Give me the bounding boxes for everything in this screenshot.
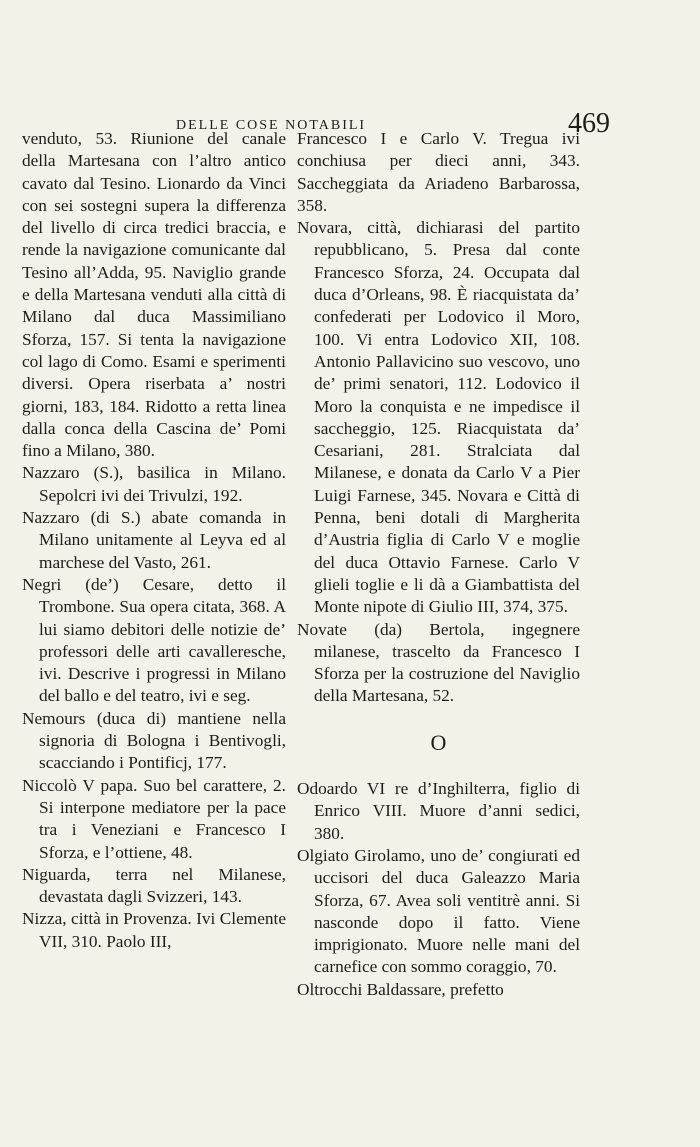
index-entry-continuation: Francesco I e Carlo V. Tregua ivi conchiusa per dieci anni, 343. Saccheggiata da Ariadeno Barbarossa, 358. xyxy=(297,129,580,215)
index-entry: Oltrocchi Baldassare, prefetto xyxy=(297,979,504,999)
index-entry-continuation: venduto, 53. Riunione del canale della Martesana con l’altro antico cavato dal Tesino. Lionardo da Vinci con sei sostegni supera la differenza del livello di circa tredici braccia, e rende la navigazione comunicante dal Tesino all’Adda, 95. Naviglio grande e della Martesana venduti alla città di Milano dal duca Massimiliano Sforza, 157. Si tenta la navigazione col lago di Como. Esami e sperimenti diversi. Opera riserbata a’ nostri giorni, 183, 184. Ridotto a retta linea dalla conca della Cascina de’ Pomi fino a Milano, 380. xyxy=(22,129,286,461)
index-entry: Nizza, città in Provenza. Ivi Clemente VII, 310. Paolo III, xyxy=(22,909,286,951)
running-title: DELLE COSE NOTABILI xyxy=(176,118,367,133)
index-entry: Nemours (duca di) mantiene nella signoria di Bologna i Bentivogli, scacciando i Pontificj, 177. xyxy=(22,708,286,773)
index-entry: Negri (de’) Cesare, detto il Trombone. Sua opera citata, 368. A lui siamo debitori delle notizie de’ professori delle arti cavalleresche, ivi. Descrive i progressi in Milano del ballo e del teatro, ivi e seg. xyxy=(22,574,286,706)
index-entry: Novate (da) Bertola, ingegnere milanese, trascelto da Francesco I Sforza per la costruzione del Naviglio della Martesana, 52. xyxy=(297,619,580,706)
index-entry: Niguarda, terra nel Milanese, devastata dagli Svizzeri, 143. xyxy=(22,864,286,907)
index-entry: Nazzaro (S.), basilica in Milano. Sepolcri ivi dei Trivulzi, 192. xyxy=(22,463,286,505)
left-column xyxy=(22,128,286,953)
index-entry: Niccolò V papa. Suo bel carattere, 2. Si interpone mediatore per la pace tra i Veneziani e Francesco I Sforza, e l’ottiene, 48. xyxy=(22,775,286,862)
index-entry: Odoardo VI re d’Inghilterra, figlio di Enrico VIII. Muore d’anni sedici, 380. xyxy=(297,779,580,843)
right-column xyxy=(297,128,580,1001)
section-letter-heading: O xyxy=(430,729,447,755)
page-number: 469 xyxy=(568,108,610,139)
index-entry: Olgiato Girolamo, uno de’ congiurati ed uccisori del duca Galeazzo Maria Sforza, 67. Avea soli ventitrè anni. Si nasconde dopo il fatto. Viene imprigionato. Muore nelle mani del carnefice con sommo coraggio, 70. xyxy=(297,845,580,977)
index-entry: Nazzaro (di S.) abate comanda in Milano unitamente al Leyva ed al marchese del Vasto, 261. xyxy=(22,508,286,572)
index-entry: Novara, città, dichiarasi del partito repubblicano, 5. Presa dal conte Francesco Sforza, 24. Occupata dal duca d’Orleans, 98. È riacquistata da’ confederati per Lodovico il Moro, 100. Vi entra Lodovico XII, 108. Antonio Pallavicino suo vescovo, uno de’ primi senatori, 112. Lodovico il Moro la conquista e ne impedisce il saccheggio, 125. Riacquistata da’ Cesariani, 281. Stralciata dal Milanese, e donata da Carlo V a Pier Luigi Farnese, 345. Novara e Città di Penna, beni dotali di Margherita d’Austria figlia di Carlo V e moglie del duca Ottavio Farnese. Carlo V glieli toglie e li dà a Giambattista del Monte nipote di Giulio III, 374, 375. xyxy=(297,218,580,617)
